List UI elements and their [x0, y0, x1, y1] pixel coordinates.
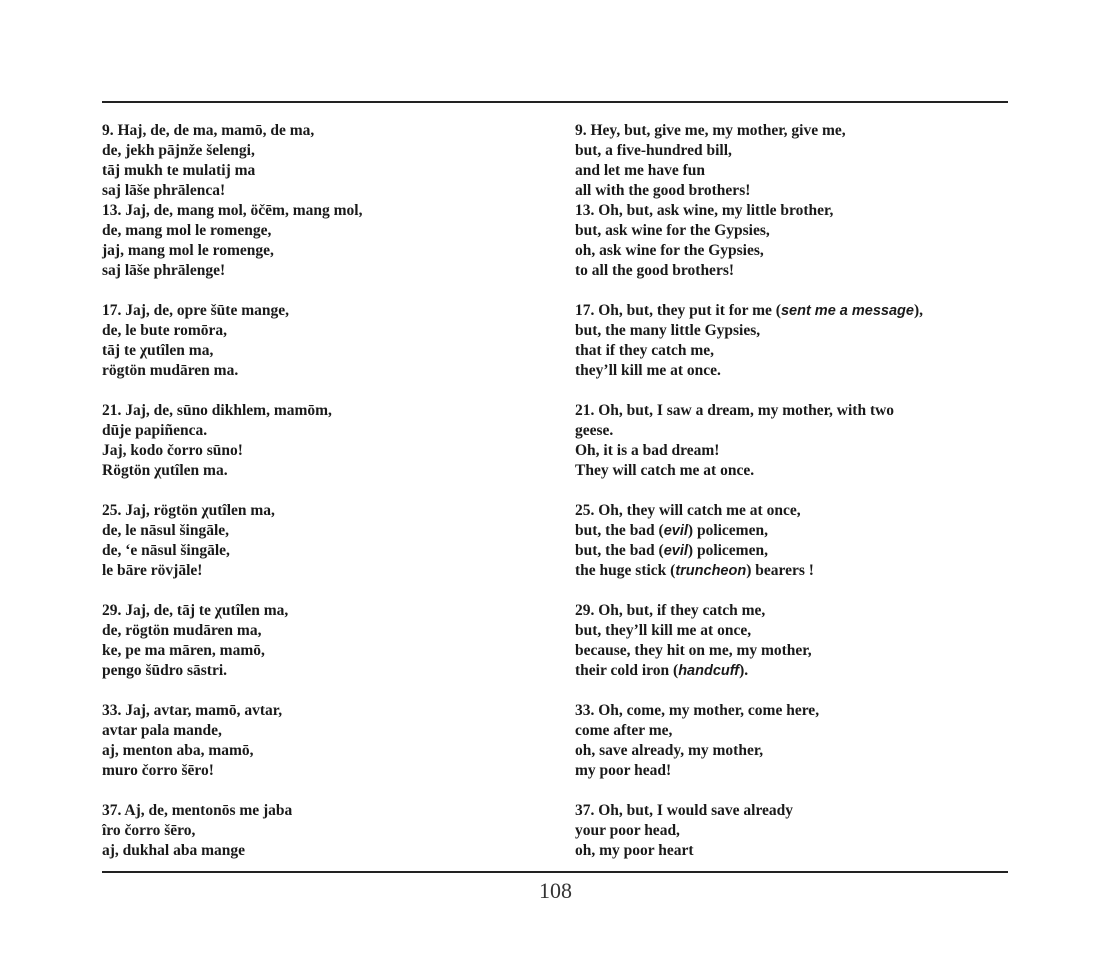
translation-text: to all the good brothers! — [575, 262, 735, 279]
translation-line — [575, 601, 975, 621]
verse-line: de, mang mol le romenge, — [102, 222, 272, 239]
verse-line: 9. Haj, de, de ma, mamō, de ma, — [102, 122, 315, 139]
translation-line — [575, 401, 975, 421]
verse-line: tāj mukh te mulatij ma — [102, 162, 256, 179]
translation-text: they’ll kill me at once. — [575, 362, 721, 379]
gloss-italic: truncheon — [675, 563, 747, 579]
verse-line: jaj, mang mol le romenge, — [102, 242, 274, 259]
translation-line — [575, 261, 975, 281]
translation-line — [575, 441, 975, 461]
translation-line — [575, 141, 975, 161]
translation-line — [575, 641, 975, 661]
translation-text: but, a five-hundred bill, — [575, 142, 732, 159]
page-number: 108 — [539, 878, 572, 903]
translation-text: but, they’ll kill me at once, — [575, 622, 752, 639]
translation-text: 37. Oh, but, I would save already — [575, 802, 794, 819]
verse-line: 29. Jaj, de, tāj te χutîlen ma, — [102, 602, 289, 619]
translation-line — [575, 461, 975, 481]
translation-line — [575, 561, 975, 581]
original-stanza — [102, 701, 542, 781]
translation-text: but, the bad ( — [575, 542, 664, 559]
verse-line: Rögtön χutîlen ma. — [102, 462, 228, 479]
gloss-italic: handcuff — [678, 663, 740, 679]
original-stanza — [102, 501, 542, 581]
original-stanza — [102, 401, 542, 481]
translation-line — [575, 421, 975, 441]
translation-text: but, the bad ( — [575, 522, 664, 539]
verse-line: rögtön mudāren ma. — [102, 362, 239, 379]
translation-line — [575, 621, 975, 641]
translation-text: 13. Oh, but, ask wine, my little brother, — [575, 202, 834, 219]
translation-text: 21. Oh, but, I saw a dream, my mother, with two — [575, 402, 895, 419]
verse-line: îro čorro šēro, — [102, 822, 196, 839]
translation-line — [575, 761, 975, 781]
original-stanza — [102, 601, 542, 681]
translation-stanza — [575, 301, 975, 381]
translation-line — [575, 701, 975, 721]
verse-line: de, jekh pājnže šelengi, — [102, 142, 255, 159]
gloss-italic: evil — [663, 543, 688, 559]
translation-line — [575, 501, 975, 521]
translation-text: 33. Oh, come, my mother, come here, — [575, 702, 820, 719]
verse-line: le bāre rövjāle! — [102, 562, 203, 579]
translation-line — [575, 741, 975, 761]
verse-line: 21. Jaj, de, sūno dikhlem, mamōm, — [102, 402, 332, 419]
translation-line — [575, 821, 975, 841]
translation-line — [575, 321, 975, 341]
translation-line — [575, 661, 975, 681]
gloss-italic: evil — [663, 523, 688, 539]
translation-text: oh, ask wine for the Gypsies, — [575, 242, 764, 259]
translation-stanza — [575, 701, 975, 781]
translation-text-tail: ) policemen, — [687, 542, 768, 559]
translation-text: oh, save already, my mother, — [575, 742, 764, 759]
translation-text: your poor head, — [575, 822, 680, 839]
translation-line — [575, 541, 975, 561]
translation-text: They will catch me at once. — [575, 462, 755, 479]
original-stanza — [102, 801, 542, 861]
original-text-column — [102, 121, 542, 861]
verse-line: Jaj, kodo čorro sūno! — [102, 442, 243, 459]
translation-line — [575, 221, 975, 241]
translation-line — [575, 201, 975, 221]
translation-text: oh, my poor heart — [575, 842, 694, 859]
top-rule — [102, 101, 1008, 103]
translation-line — [575, 181, 975, 201]
gloss-italic: sent me a message — [780, 303, 914, 319]
verse-line: aj, menton aba, mamō, — [102, 742, 254, 759]
translation-text: and let me have fun — [575, 162, 706, 179]
translation-text-tail: ) bearers ! — [746, 562, 814, 579]
translation-line — [575, 241, 975, 261]
translation-text: but, ask wine for the Gypsies, — [575, 222, 770, 239]
original-stanza — [102, 121, 542, 281]
verse-line: 33. Jaj, avtar, mamō, avtar, — [102, 702, 283, 719]
verse-line: 17. Jaj, de, opre šūte mange, — [102, 302, 289, 319]
verse-line: ke, pe ma māren, mamō, — [102, 642, 265, 659]
verse-line: dūje papiñenca. — [102, 422, 208, 439]
translation-stanza — [575, 121, 975, 281]
translation-line — [575, 801, 975, 821]
verse-line: aj, dukhal aba mange — [102, 842, 245, 859]
verse-line: de, le nāsul šingāle, — [102, 522, 230, 539]
verse-line: avtar pala mande, — [102, 722, 222, 739]
translation-stanza — [575, 601, 975, 681]
translation-line — [575, 121, 975, 141]
translation-line — [575, 361, 975, 381]
bottom-rule — [102, 871, 1008, 873]
verse-line: saj lāše phrālenge! — [102, 262, 226, 279]
verse-line: de, rögtön mudāren ma, — [102, 622, 262, 639]
translation-text: geese. — [575, 422, 614, 439]
verse-line: saj lāše phrālenca! — [102, 182, 226, 199]
verse-line: muro čorro šēro! — [102, 762, 214, 779]
translation-stanza — [575, 401, 975, 481]
verse-line: 37. Aj, de, mentonōs me jaba — [102, 802, 293, 819]
translation-text: 25. Oh, they will catch me at once, — [575, 502, 801, 519]
original-stanza — [102, 301, 542, 381]
translation-text: 29. Oh, but, if they catch me, — [575, 602, 766, 619]
translation-text: 9. Hey, but, give me, my mother, give me, — [575, 122, 846, 139]
translation-text: 17. Oh, but, they put it for me ( — [575, 302, 781, 319]
translation-column — [575, 121, 975, 861]
translation-text-tail: ), — [913, 302, 923, 319]
translation-line — [575, 301, 975, 321]
translation-text: because, they hit on me, my mother, — [575, 642, 812, 659]
translation-line — [575, 841, 975, 861]
translation-text: Oh, it is a bad dream! — [575, 442, 720, 459]
verse-line: 13. Jaj, de, mang mol, öčēm, mang mol, — [102, 202, 363, 219]
verse-line: de, ‘e nāsul šingāle, — [102, 542, 230, 559]
translation-text: my poor head! — [575, 762, 672, 779]
verse-line: 25. Jaj, rögtön χutîlen ma, — [102, 502, 275, 519]
translation-stanza — [575, 801, 975, 861]
translation-text: all with the good brothers! — [575, 182, 751, 199]
translation-line — [575, 521, 975, 541]
translation-text: but, the many little Gypsies, — [575, 322, 761, 339]
translation-line — [575, 341, 975, 361]
verse-line: de, le bute romōra, — [102, 322, 227, 339]
translation-text: their cold iron ( — [575, 662, 679, 679]
translation-text-tail: ) policemen, — [687, 522, 768, 539]
verse-line: tāj te χutîlen ma, — [102, 342, 214, 359]
translation-text: that if they catch me, — [575, 342, 715, 359]
translation-line — [575, 161, 975, 181]
verse-line: pengo šūdro sāstri. — [102, 662, 228, 679]
translation-text: the huge stick ( — [575, 562, 676, 579]
translation-line — [575, 721, 975, 741]
translation-stanza — [575, 501, 975, 581]
translation-text-tail: ). — [739, 662, 749, 679]
translation-text: come after me, — [575, 722, 673, 739]
